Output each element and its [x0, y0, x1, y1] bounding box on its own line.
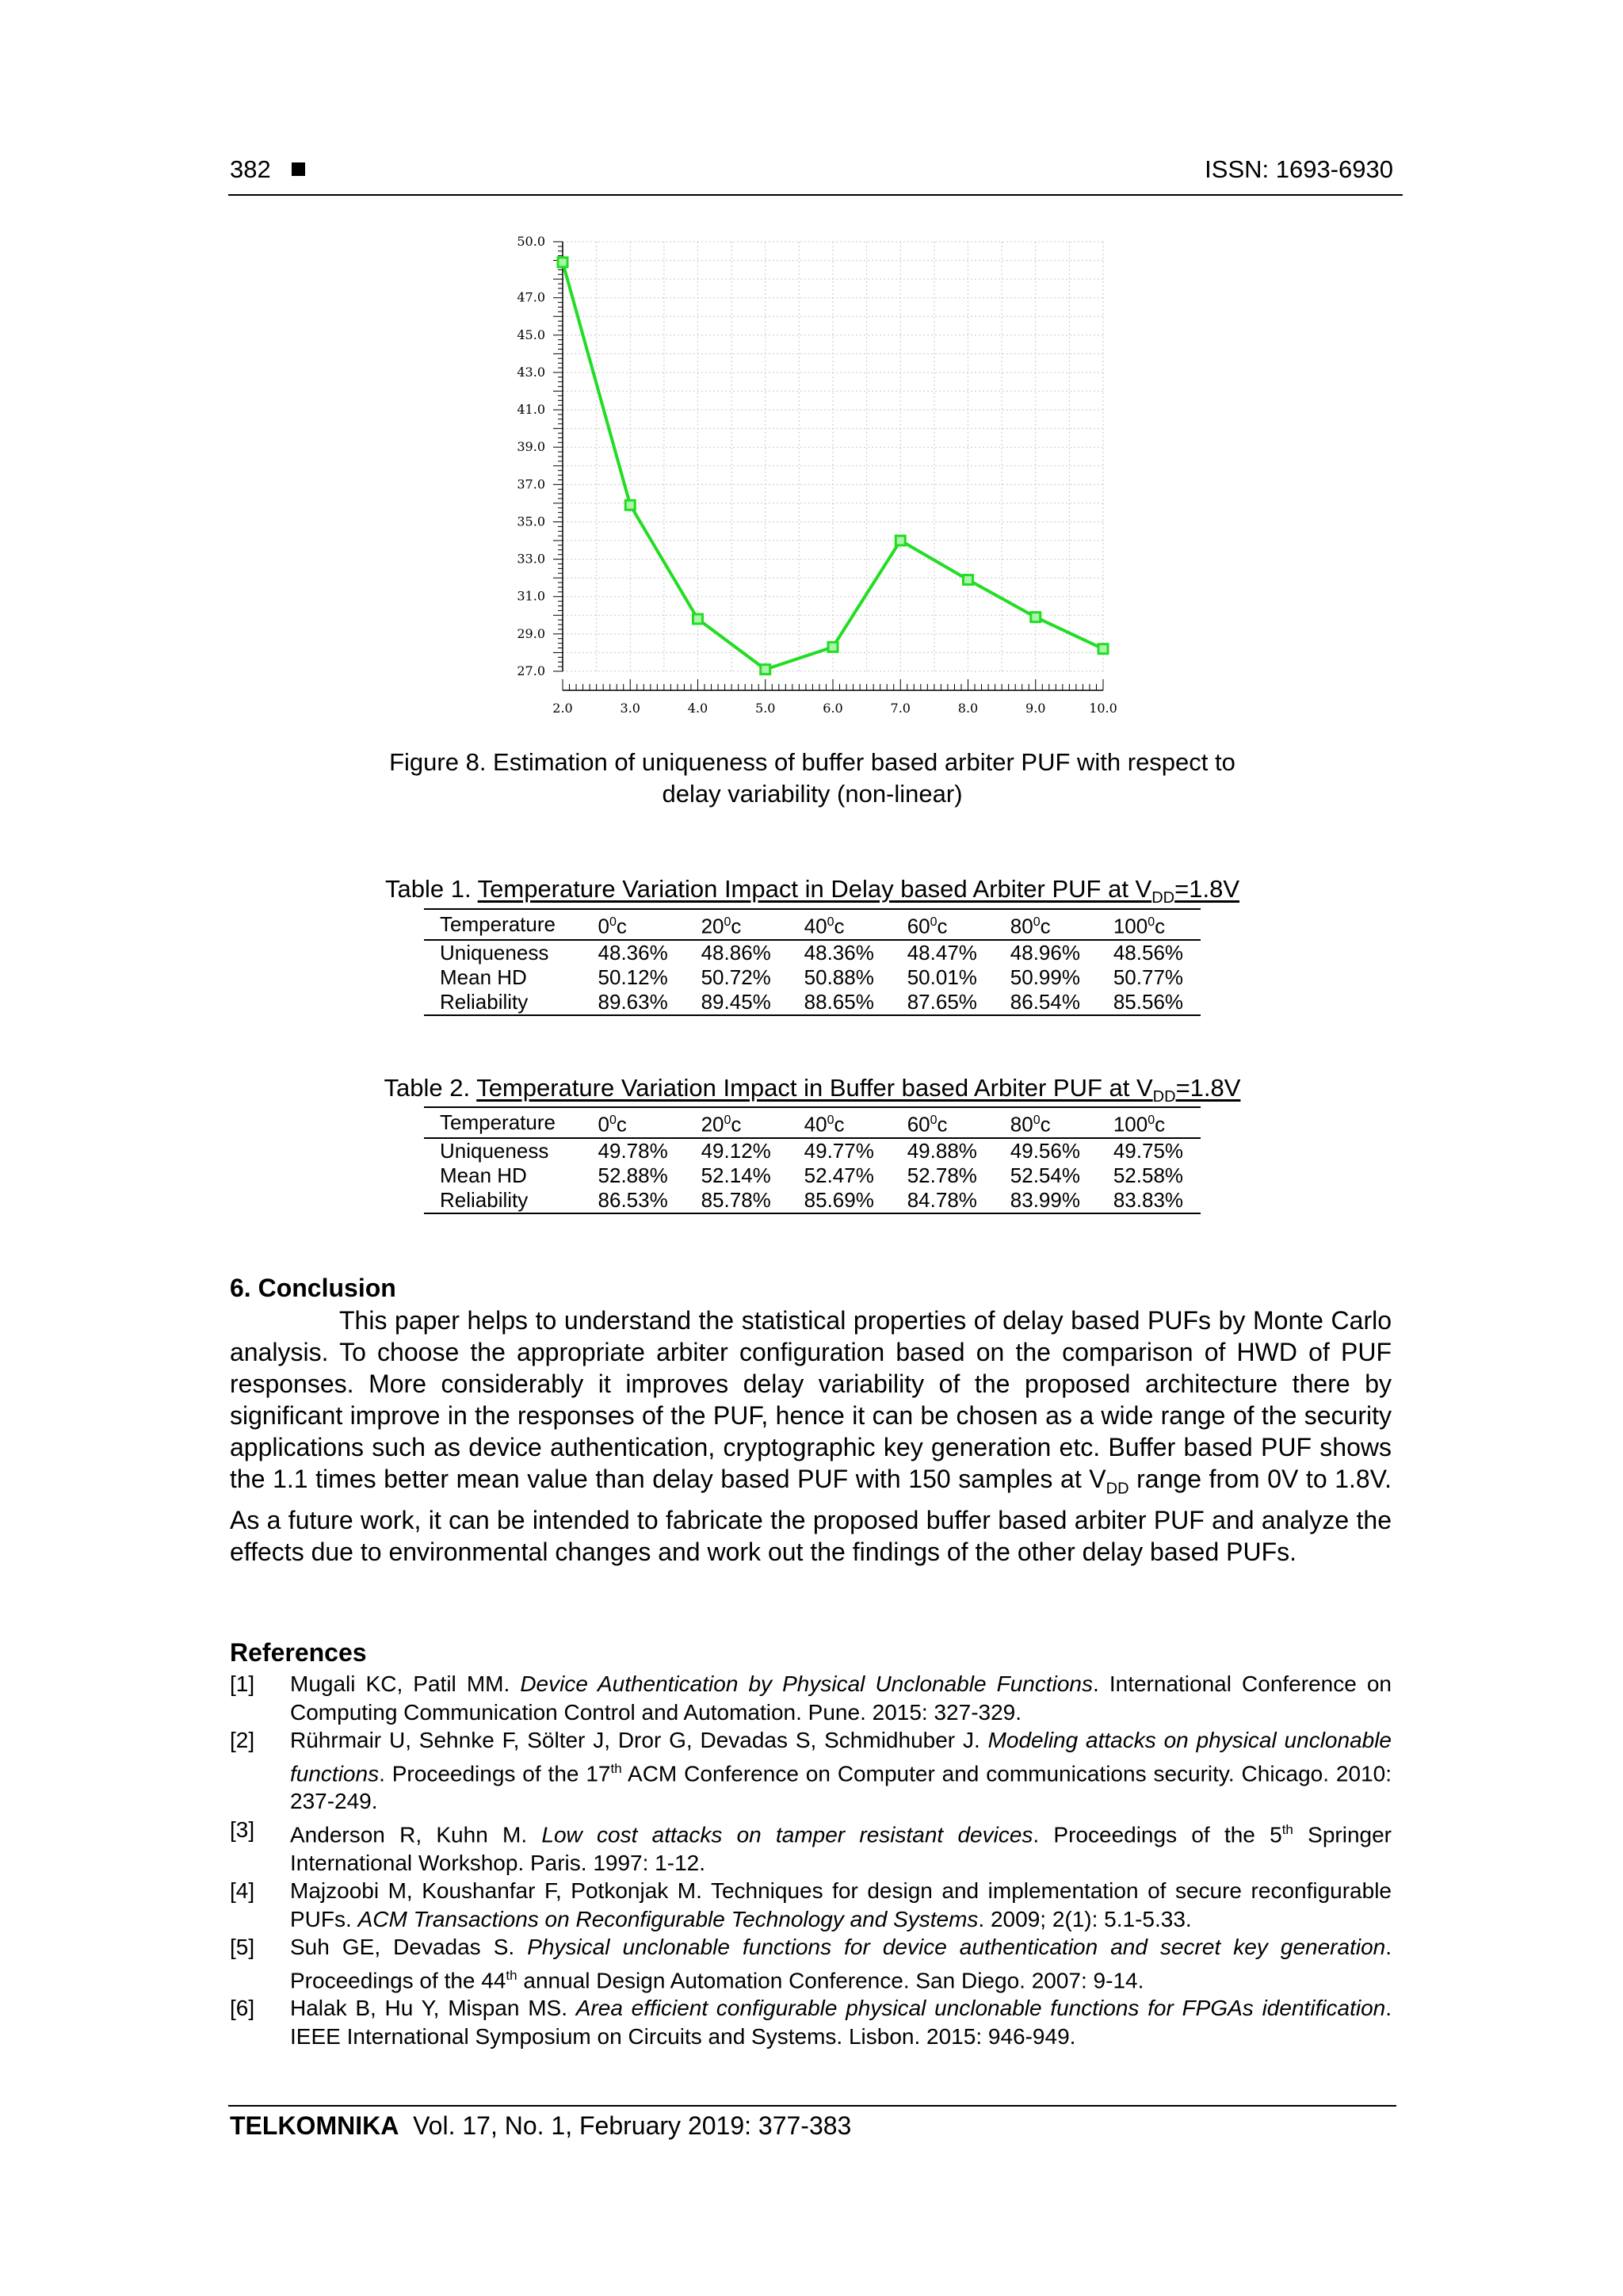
data-point [964, 575, 973, 585]
section-heading-conclusion: 6. Conclusion [230, 1274, 396, 1302]
y-tick-label: 33.0 [517, 551, 545, 567]
data-point [558, 258, 567, 267]
table-cell: 50.77% [1113, 965, 1184, 989]
table-cell: 50.72% [701, 965, 771, 989]
conclusion-paragraph: This paper helps to understand the statistical properties of delay based PUFs by Monte Carlo analysis. To choose the appropriate arbiter configuration based on the comparison of HWD of PUF responses. More considerably it improves delay variability of the proposed architecture there by significant improve in the responses of the PUF, hence it can be chosen as a wide range of the security applications such as device authentication, cryptographic key generation etc. Buffer based PUF shows the 1.1 times better mean value than delay based PUF with 150 samples at $V_{DD}$ range from 0V to 1.8V. As a future work, it can be intended to fabricate the proposed buffer based arbiter PUF and analyze the effects due to environmental changes and work out the findings of the other delay based PUFs. [230, 1306, 1392, 1567]
table-cell: 52.58% [1113, 1163, 1184, 1187]
reference-item [230, 1994, 1392, 2050]
data-point [1098, 644, 1108, 654]
header-cell: $60^0c$ [892, 909, 995, 940]
table-cell: 86.53% [582, 1188, 685, 1213]
x-tick-label: 7.0 [890, 701, 911, 716]
issn: ISSN: 1693-6930 [1205, 155, 1393, 183]
table-row [424, 1138, 1201, 1163]
row-label: Mean HD [440, 1163, 527, 1187]
reference-number: [1] [230, 1671, 255, 1696]
header-rule [228, 194, 1403, 196]
header-cell: $100^0c$ [1098, 1107, 1201, 1138]
reference-number: [5] [230, 1935, 255, 1960]
table-cell: 85.69% [789, 1188, 892, 1213]
table-cell: 85.78% [685, 1188, 789, 1213]
header-cell: $60^0c$ [892, 1107, 995, 1138]
figure-caption-line-1: Figure 8. Estimation of uniqueness of buffer based arbiter PUF with respect to [389, 748, 1235, 776]
table-cell: 49.77% [804, 1138, 874, 1163]
table-cell: 49.12% [701, 1138, 771, 1163]
header-cell: $20^0c$ [685, 909, 789, 940]
header-cell: $20^0c$ [685, 1107, 789, 1138]
y-tick-label: 41.0 [517, 402, 545, 418]
table-cell: 48.56% [1113, 940, 1184, 965]
table-cell: 50.88% [804, 965, 874, 989]
table-cell: 48.47% [907, 940, 977, 965]
table-cell: 49.88% [907, 1138, 977, 1163]
table-cell: 52.54% [1010, 1163, 1080, 1187]
x-tick-label: 8.0 [957, 701, 979, 716]
figure-caption-line-2: delay variability (non-linear) [662, 780, 963, 808]
x-tick-label: 3.0 [620, 701, 640, 716]
table-cell: 48.96% [1010, 940, 1080, 965]
reference-text: Mugali KC, Patil MM. Device Authentication by Physical Unclonable Functions. International Conference on Computing Communication Control and Automation. Pune. 2015: 327-329. [290, 1671, 1392, 1725]
header-cell: $100^0c$ [1098, 909, 1201, 940]
uniqueness-line-chart [475, 226, 1125, 733]
reference-item [230, 1933, 1392, 1994]
data-point [625, 500, 635, 510]
table-cell: 48.36% [598, 940, 668, 965]
figure-caption [228, 747, 1396, 810]
y-tick-label: 29.0 [517, 625, 545, 641]
reference-number: [3] [230, 1817, 255, 1842]
x-tick-label: 9.0 [1025, 701, 1046, 716]
row-label: Uniqueness [440, 1138, 549, 1163]
x-tick-label: 4.0 [687, 701, 708, 716]
table-row [424, 1188, 1201, 1213]
table-cell: 50.12% [598, 965, 668, 989]
reference-number: [4] [230, 1878, 255, 1904]
header-cell: $0^0c$ [582, 1107, 685, 1138]
reference-text: Suh GE, Devadas S. Physical unclonable functions for device authentication and secret key generation. Proceedings of the 44th annual Design Automation Conference. San Diego. 2007: 9-14. [290, 1935, 1392, 1992]
data-point [1031, 613, 1041, 622]
reference-text: Majzoobi M, Koushanfar F, Potkonjak M. Techniques for design and implementation of secure reconfigurable PUFs. ACM Transactions on Reconfigurable Technology and Systems. 2009; 2(1): 5.1-5.33. [290, 1878, 1392, 1931]
table-cell: 88.65% [789, 990, 892, 1015]
square-bullet-icon [292, 162, 305, 176]
reference-item [230, 1726, 1392, 1816]
table-cell: 49.56% [1010, 1138, 1080, 1163]
reference-item [230, 1816, 1392, 1877]
table1 [424, 908, 1201, 1016]
data-point [828, 642, 838, 651]
table1-caption: Table 1. Temperature Variation Impact in Delay based Arbiter PUF at $V_{DD}=1.8V$ [385, 875, 1239, 907]
page-number: 382 [230, 155, 305, 184]
row-label: Uniqueness [440, 940, 549, 965]
x-tick-label: 5.0 [755, 701, 776, 716]
y-tick-label: 31.0 [517, 588, 545, 604]
references-list [230, 1670, 1392, 2050]
references-heading: References [230, 1638, 367, 1667]
header-cell: Temperature [424, 1107, 582, 1138]
reference-item [230, 1877, 1392, 1933]
journal-details: Vol. 17, No. 1, February 2019: 377-383 [413, 2111, 852, 2140]
y-tick-label: 47.0 [517, 289, 545, 305]
table-row [424, 940, 1201, 965]
footer [230, 2111, 851, 2141]
reference-text: Halak B, Hu Y, Mispan MS. Area efficient configurable physical unclonable functions for FPGAs identification. IEEE International Symposium on Circuits and Systems. Lisbon. 2015: 946-949. [290, 1996, 1392, 2049]
data-point [896, 536, 905, 545]
reference-number: [2] [230, 1728, 255, 1752]
table-row [424, 1163, 1201, 1188]
table-row [424, 990, 1201, 1015]
y-tick-label: 45.0 [517, 327, 545, 342]
reference-number: [6] [230, 1996, 255, 2021]
header-cell: Temperature [424, 909, 582, 940]
table-cell: 89.45% [685, 990, 789, 1015]
table-cell: 83.83% [1098, 1188, 1201, 1213]
table-cell: 87.65% [892, 990, 995, 1015]
table-cell: 48.36% [804, 940, 874, 965]
y-tick-label: 50.0 [517, 234, 545, 249]
y-tick-label: 35.0 [517, 514, 545, 529]
table-cell: 83.99% [995, 1188, 1098, 1213]
header-cell: $40^0c$ [789, 909, 892, 940]
table-row [424, 965, 1201, 990]
table-cell: 52.47% [804, 1163, 874, 1187]
footer-rule [228, 2105, 1396, 2107]
table-cell: 52.88% [598, 1163, 668, 1187]
data-point [761, 665, 770, 674]
table-cell: 85.56% [1098, 990, 1201, 1015]
table-cell: 50.01% [907, 965, 977, 989]
y-tick-label: 37.0 [517, 476, 545, 492]
header-cell: $80^0c$ [995, 909, 1098, 940]
table-cell: 48.86% [701, 940, 771, 965]
x-tick-label: 2.0 [552, 701, 573, 716]
table-cell: 84.78% [892, 1188, 995, 1213]
table2-caption: Table 2. Temperature Variation Impact in Buffer based Arbiter PUF at $V_{DD}=1.8V$ [384, 1074, 1241, 1106]
table-cell: 52.14% [701, 1163, 771, 1187]
journal-name: TELKOMNIKA [230, 2111, 399, 2140]
table2 [424, 1106, 1201, 1214]
x-tick-label: 10.0 [1089, 701, 1117, 716]
table-cell: 89.63% [582, 990, 685, 1015]
y-tick-label: 27.0 [517, 663, 545, 678]
table-header-row [424, 1107, 1201, 1138]
reference-text: Anderson R, Kuhn M. Low cost attacks on tamper resistant devices. Proceedings of the 5th Springer International Workshop. Paris. 1997: 1-12. [290, 1821, 1392, 1875]
table-cell: 49.78% [598, 1138, 668, 1163]
header-cell: $0^0c$ [582, 909, 685, 940]
row-label: Mean HD [440, 965, 527, 989]
row-label: Reliability [424, 990, 582, 1015]
table-cell: 86.54% [995, 990, 1098, 1015]
data-point [693, 614, 703, 624]
y-tick-label: 43.0 [517, 364, 545, 380]
reference-item [230, 1670, 1392, 1726]
y-tick-label: 39.0 [517, 439, 545, 455]
table-cell: 50.99% [1010, 965, 1080, 989]
x-tick-label: 6.0 [823, 701, 843, 716]
reference-text: Rührmair U, Sehnke F, Sölter J, Dror G, Devadas S, Schmidhuber J. Modeling attacks on physical unclonable functions. Proceedings of the 17th ACM Conference on Computer and communications security. Chicago. 2010: 237-249. [290, 1728, 1392, 1814]
table-cell: 52.78% [907, 1163, 977, 1187]
row-label: Reliability [424, 1188, 582, 1213]
header-cell: $40^0c$ [789, 1107, 892, 1138]
table-cell: 49.75% [1113, 1138, 1184, 1163]
header-cell: $80^0c$ [995, 1107, 1098, 1138]
table-header-row [424, 909, 1201, 940]
